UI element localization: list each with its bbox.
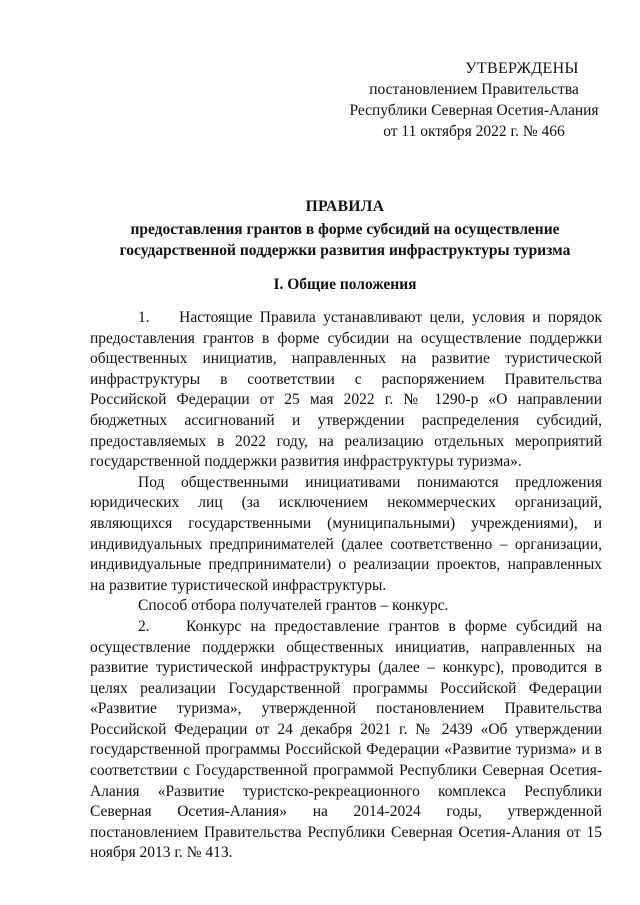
approval-line-3: от 11 октября 2022 г. № 466: [383, 123, 565, 140]
approved-label: УТВЕРЖДЕНЫ: [465, 60, 579, 77]
title-rules: ПРАВИЛА: [305, 198, 385, 215]
paragraph: 1. Настоящие Правила устанавливают цели, условия и порядок предоставления грантов в форме субсидии на осуществление поддержки общественных инициатив, направленных на развитие туристической инфраструктуры в соответствии с распоряжением Правительства Российской Федерации от 25 мая 2022 г. № 1290-р «О направлении бюджетных ассигнований и утверждении распределения субсидий, предоставляемых в 2022 году, на реализацию отдельных мероприятий государственной поддержки развития инфраструктуры туризма».: [90, 309, 602, 471]
document-title: [90, 196, 600, 261]
title-line-1: предоставления грантов в форме субсидий на осуществление: [130, 221, 560, 238]
paragraph: Способ отбора получателей грантов – конкурс.: [138, 597, 449, 615]
paragraph: Под общественными инициативами понимаются предложения юридических лиц (за исключением некоммерческих организаций, являющихся государственными (муниципальными) учреждениями), и индивидуальных предпринимателей (далее соответственно – организации, индивидуальные предприниматели) о реализации проектов, направленных на развитие туристической инфраструктуры.: [90, 473, 602, 594]
document-body: [90, 308, 602, 864]
paragraph: 2. Конкурс на предоставление грантов в форме субсидий на осуществление поддержки общественных инициатив, направленных на развитие туристической инфраструктуры (далее – конкурс), проводится в целях реализации Государственной программы Российской Федерации «Развитие туризма», утвержденной постановлением Правительства Российской Федерации от 24 декабря 2021 г. № 2439 «Об утверждении государственной программы Российской Федерации «Развитие туризма» и в соответствии с Государственной программой Республики Северная Осетия-Алания «Развитие туристско-рекреационного комплекса Республики Северная Осетия-Алания» на 2014-2024 годы, утвержденной постановлением Правительства Республики Северная Осетия-Алания от 15 ноября 2013 г. № 413.: [90, 617, 602, 862]
section-heading: I. Общие положения: [273, 276, 417, 293]
title-line-2: государственной поддержки развития инфраструктуры туризма: [119, 242, 571, 259]
approval-line-2: Республики Северная Осетия-Алания: [349, 102, 599, 119]
approval-stamp: [340, 58, 608, 142]
approval-line-1: постановлением Правительства: [369, 81, 579, 98]
